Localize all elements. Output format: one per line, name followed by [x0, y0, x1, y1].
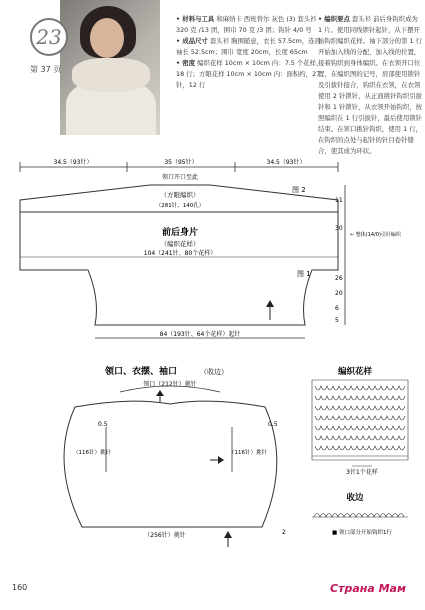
- materials-text: 和麻纳卡 西班替尔 灰色 (3) 套头衫 320 克 /13 团，围巾 70 克 /3 团；钩针 4/0 号: [176, 15, 317, 34]
- body-subtitle: （编织花样）: [160, 240, 200, 248]
- pattern-number: 23: [36, 25, 62, 49]
- figure-1-label: 图 1: [297, 270, 311, 278]
- edging-title: 领口、衣摆、袖口: [105, 367, 178, 377]
- side-26: 26: [335, 275, 343, 282]
- edge-note: ■ 领口部分开始钩织1行: [332, 530, 392, 536]
- body-title: 前后身片: [161, 228, 199, 238]
- side-30: 30: [335, 225, 343, 232]
- side-row-note: ← 整体(14/0)引针编织: [350, 232, 401, 238]
- panel-label: （方眼编织）: [160, 191, 200, 199]
- width-left: 34.5（93针）: [53, 159, 93, 166]
- size-label: • 成品尺寸: [176, 37, 208, 45]
- width-mid: 35（95针）: [164, 159, 198, 166]
- body-diagram: [0, 150, 425, 355]
- notes-label: • 编织要点: [318, 15, 350, 23]
- figure-2-label: 图 2: [292, 186, 306, 194]
- right-pickup: （116针）挑针: [229, 450, 267, 456]
- pattern-number-badge: [30, 18, 68, 56]
- side-11: 11: [335, 197, 343, 204]
- stitch-charts: [300, 362, 425, 557]
- side-20: 20: [335, 290, 343, 297]
- model-photo: [60, 0, 160, 135]
- neck-opening-label: 领口开口至此: [161, 174, 199, 181]
- page-reference: 第 37 页: [30, 65, 62, 74]
- notes-block: [318, 14, 422, 157]
- size-text: 套头衫 胸围随意，衣长 57.5cm，连肩袖长 52.5cm；围巾 宽度 20cm，长度 65cm: [176, 37, 322, 56]
- row-count: 104（241针、80个花样）: [143, 250, 217, 257]
- hem-label: （256针）挑针: [144, 532, 186, 539]
- bottom-label: 84（193针、64个花样）起针: [159, 331, 241, 338]
- left-05: 0.5: [98, 421, 108, 428]
- edge-title: 收边: [346, 493, 364, 503]
- side-5: 5: [335, 317, 339, 324]
- watermark: Страна Мам: [330, 582, 406, 595]
- neck-label: 领口（212针）挑针: [143, 381, 197, 388]
- edging-diagram: [0, 362, 300, 557]
- edging-title-note: （收边）: [200, 368, 228, 376]
- left-pickup: （116针）挑针: [73, 450, 111, 456]
- width-right: 34.5（93针）: [266, 159, 306, 166]
- notes-text: 套头衫 前后身钩织成为 1 片。使用同线锁针起针，从下摆开始钩织编织花样。袖下部分的第 1 行开始加入线的分配，加入线的位置，接着钩织到身体编织。在衣领开口位置、在编织图的记号，肩部使用锁针及引拔针接合，钩织在衣领，在衣领使用 2 针锁针、从正面挑针钩织引拔针和 1 针锁针，从衣领开始钩织，按照编织在 1 行引拔针，最后使用锁针结束。在领口挑针钩织，使用 1 行，在钩织的点处与起针的针目卷针缝合，使其成为环状。: [318, 15, 422, 155]
- right-05: 0.5: [268, 421, 278, 428]
- page-number: 160: [12, 583, 28, 592]
- panel-stitches: （281针、140孔）: [155, 203, 205, 209]
- bottom-2: 2: [282, 529, 286, 536]
- gauge-text: 编织花样 10cm × 10cm 内：7.5 个花样，18 行；方眼花样 10cm × 10cm 内：面积约，27 针，12 行: [176, 59, 323, 89]
- stitch-pattern-title: 编织花样: [337, 367, 373, 377]
- gauge-label: • 密度: [176, 59, 196, 67]
- spec-block: [176, 14, 326, 91]
- stitch-repeat-label: 3针1个花样: [346, 469, 378, 476]
- side-6: 6: [335, 305, 339, 312]
- materials-label: • 材料与工具: [176, 15, 215, 23]
